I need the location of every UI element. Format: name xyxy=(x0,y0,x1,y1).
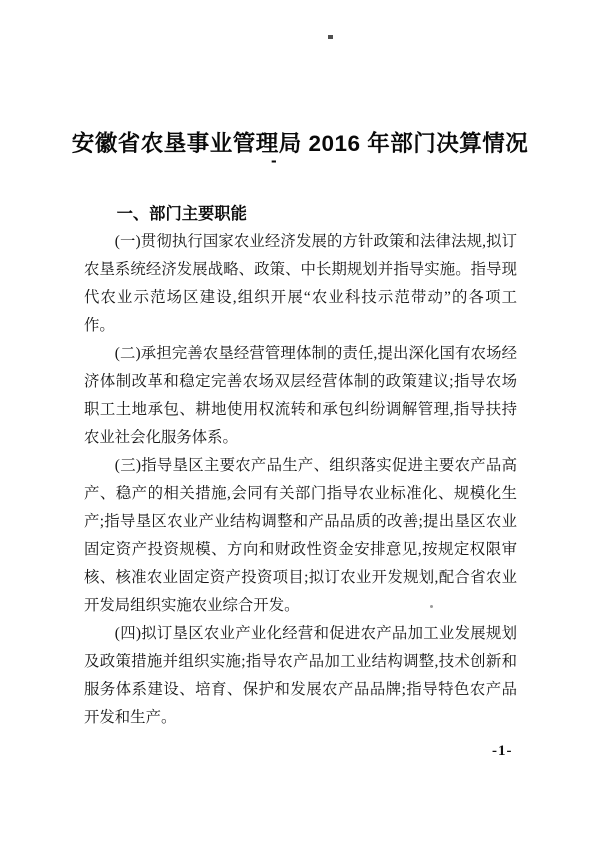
scan-artifact-dot xyxy=(430,605,433,608)
document-body xyxy=(84,200,517,732)
paragraph-3: (三)指导垦区主要农产品生产、组织落实促进主要农产品高产、稳产的相关措施,会同有关部门指导农业标准化、规模化生产;指导垦区农业产业结构调整和产品品质的改善;提出垦区农业固定资产投资规模、方向和财政性资金安排意见,按规定权限审核、核准农业固定资产投资项目;拟订农业开发规划,配合省农业开发局组织实施农业综合开发。 xyxy=(84,457,517,614)
page-number: -1- xyxy=(492,743,513,759)
paragraph-4: (四)拟订垦区农业产业化经营和促进农产品加工业发展规划及政策措施并组织实施;指导农产品加工业结构调整,技术创新和服务体系建设、培育、保护和发展农产品品牌;指导特色农产品开发和生产。 xyxy=(84,625,517,726)
title-dash-mark: - xyxy=(271,151,277,170)
scan-artifact-speck xyxy=(328,35,333,39)
paragraph-1: (一)贯彻执行国家农业经济发展的方针政策和法律法规,拟订农垦系统经济发展战略、政策、中长期规划并指导实施。指导现代农业示范场区建设,组织开展“农业科技示范带动”的各项工作。 xyxy=(84,233,517,334)
section-heading: 一、部门主要职能 xyxy=(116,205,247,223)
paragraph-2: (二)承担完善农垦经营管理体制的责任,提出深化国有农场经济体制改革和稳定完善农场双层经营体制的政策建议;指导农场职工土地承包、耕地使用权流转和承包纠纷调解管理,指导扶持农业社会化服务体系。 xyxy=(84,345,517,446)
document-title: 安徽省农垦事业管理局 2016 年部门决算情况 xyxy=(71,131,529,156)
